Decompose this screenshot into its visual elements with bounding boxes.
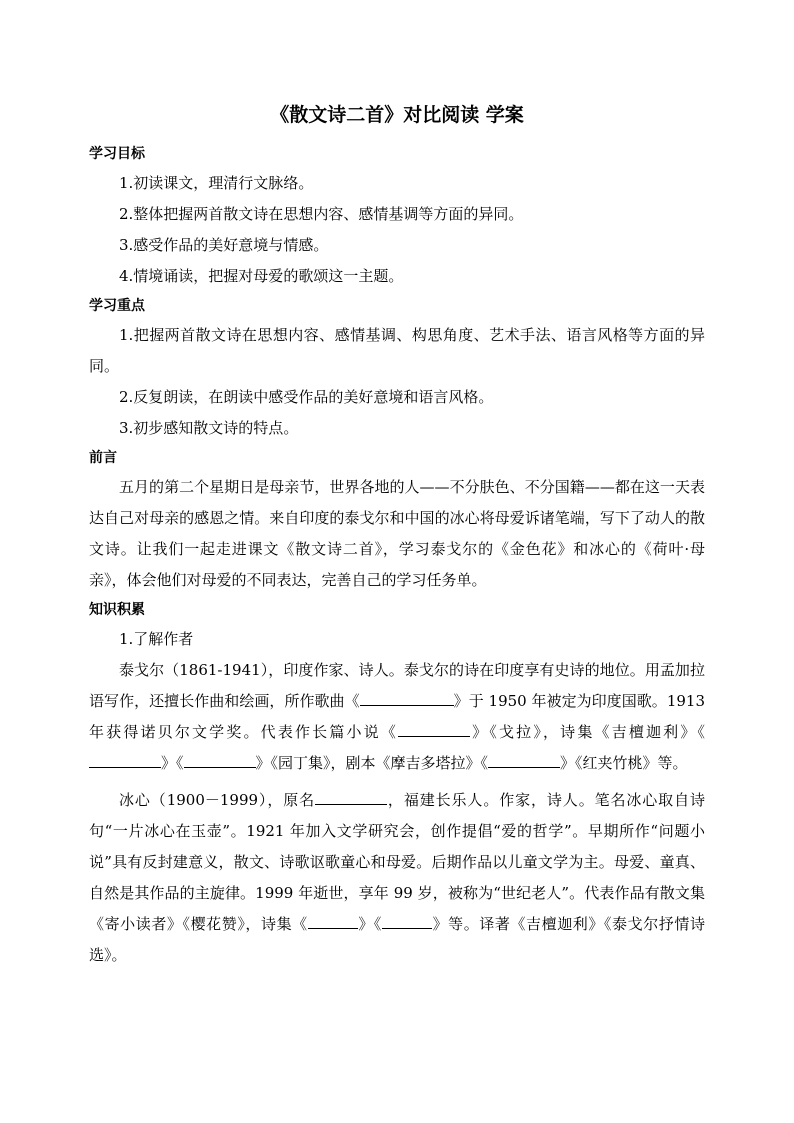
- focus-heading: 学习重点: [89, 298, 145, 314]
- tagore-text: 》《戈拉》，诗集《吉檀迦利》《: [470, 723, 705, 741]
- fill-blank-poetry-2[interactable]: [184, 752, 256, 768]
- goal-item: 4.情境诵读，把握对母爱的歌颂这一主题。: [119, 267, 404, 285]
- bingxin-text: 》等。译著《吉檀迦利》《泰戈尔抒情诗选》。: [89, 915, 705, 964]
- focus-item: 3.初步感知散文诗的特点。: [119, 419, 299, 437]
- focus-item: 1.把握两首散文诗在思想内容、感情基调、构思角度、艺术手法、语言风格等方面的异同。: [89, 326, 705, 375]
- goals-heading: 学习目标: [89, 146, 145, 162]
- goal-item: 2.整体把握两首散文诗在思想内容、感情基调等方面的异同。: [119, 205, 524, 223]
- bingxin-text: 冰心（1900－1999），原名: [119, 791, 316, 809]
- goal-item: 3.感受作品的美好意境与情感。: [119, 236, 329, 254]
- bingxin-text: 》《: [357, 915, 382, 933]
- fill-blank-poetry-1[interactable]: [89, 752, 161, 768]
- bingxin-text: ，福建长乐人。作家，诗人。笔名冰心取自诗句“一片冰心在玉壶”。1921 年加入文学研究会，创作提倡“爱的哲学”。早期所作“问题小说”具有反封建意义，散文、诗歌讴歌童心和母爱。后期作品以儿童文学为主。母爱、童真、自然是其作品的主旋律。1999 年逝世，享年 99 岁，被称为“世纪老人”。代表作品有散文集《寄小读者》《樱花赞》，诗集《: [89, 791, 705, 933]
- tagore-text: 》《红夹竹桃》等。: [560, 754, 688, 772]
- tagore-text: 》于 1950 年被定为印度国歌。1913 年获得诺贝尔文学奖。代表作长篇小说《: [89, 692, 705, 741]
- preface-text: 五月的第二个星期日是母亲节，世界各地的人——不分肤色、不分国籍——都在这一天表达自己对母亲的感恩之情。来自印度的泰戈尔和中国的冰心将母爱诉诸笔端，写下了动人的散文诗。让我们一起走进课文《散文诗二首》，学习泰戈尔的《金色花》和冰心的《荷叶·母亲》，体会他们对母爱的不同表达，完善自己的学习任务单。: [89, 478, 705, 589]
- focus-item: 2.反复朗读，在朗读中感受作品的美好意境和语言风格。: [119, 388, 494, 406]
- knowledge-heading: 知识积累: [89, 602, 145, 618]
- knowledge-subheading: 1.了解作者: [119, 630, 194, 648]
- fill-blank-poetry-a[interactable]: [308, 913, 358, 929]
- tagore-text: 》《: [161, 754, 184, 772]
- fill-blank-anthem[interactable]: [360, 690, 454, 706]
- goal-item: 1.初读课文，理清行文脉络。: [119, 174, 314, 192]
- tagore-text: 泰戈尔（1861-1941），印度作家、诗人。泰戈尔的诗在印度享有史诗的地位。用孟加拉语写作，还擅长作曲和绘画，所作歌曲《: [89, 661, 705, 710]
- fill-blank-real-name[interactable]: [315, 789, 387, 805]
- tagore-paragraph: [89, 655, 705, 779]
- bingxin-paragraph: [89, 785, 705, 971]
- fill-blank-novel[interactable]: [398, 721, 470, 737]
- preface-heading: 前言: [89, 450, 117, 466]
- page-title: 《散文诗二首》对比阅读 学案: [270, 104, 524, 126]
- fill-blank-poetry-b[interactable]: [382, 913, 432, 929]
- document-page: [89, 100, 705, 971]
- fill-blank-drama[interactable]: [488, 752, 560, 768]
- tagore-text: 》《园丁集》，剧本《摩吉多塔拉》《: [255, 754, 489, 772]
